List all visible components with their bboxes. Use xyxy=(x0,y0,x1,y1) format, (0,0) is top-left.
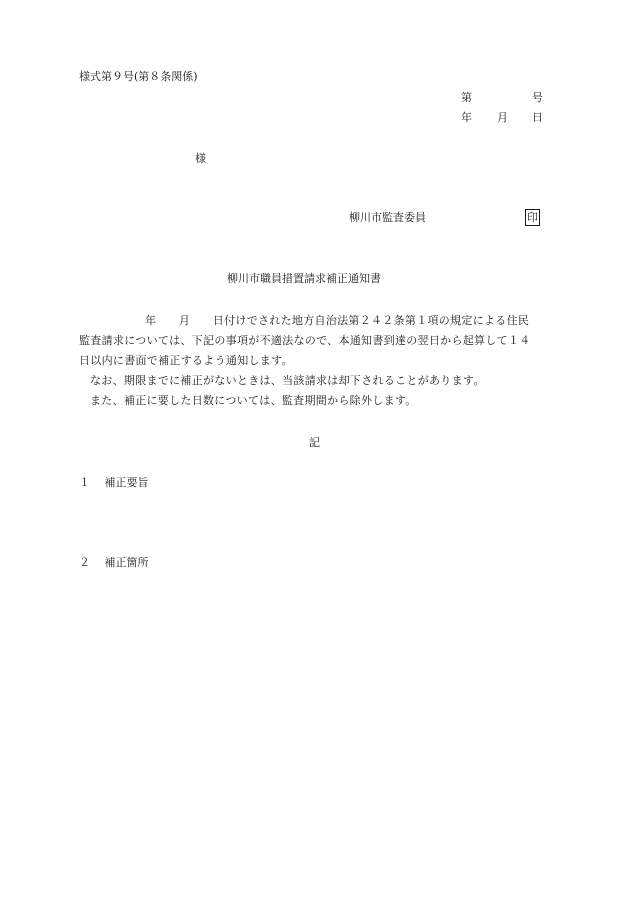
date-day-label: 日 xyxy=(532,111,543,124)
item-number: ２ xyxy=(79,556,90,569)
document-number-prefix: 第 xyxy=(461,91,472,104)
list-item xyxy=(79,556,149,570)
body-line: 年 月 日付けでされた地方自治法第２４２条第１項の規定による住民 xyxy=(145,314,530,327)
notice-body xyxy=(79,311,559,411)
date-month-label: 月 xyxy=(497,111,508,124)
item-number: １ xyxy=(79,476,90,489)
item-label: 補正要旨 xyxy=(104,476,149,489)
document-number-suffix: 号 xyxy=(532,91,543,104)
body-line: 監査請求については、下記の事項が不適法なので、本通知書到達の翌日から起算して１４ xyxy=(79,334,531,347)
date-year-label: 年 xyxy=(461,111,472,124)
item-label: 補正箇所 xyxy=(104,556,149,569)
ki-heading: 記 xyxy=(309,436,320,449)
form-identifier: 様式第９号(第８条関係) xyxy=(79,70,198,83)
body-line: また、補正に要した日数については、監査期間から除外します。 xyxy=(90,394,417,407)
addressee-honorific: 様 xyxy=(195,152,206,165)
body-line: なお、期限までに補正がないときは、当該請求は却下されることがあります。 xyxy=(90,374,485,387)
seal-mark: 印 xyxy=(527,211,538,224)
body-line: 日以内に書面で補正するよう通知します。 xyxy=(79,354,293,367)
list-item xyxy=(79,476,149,490)
sender-name: 柳川市監査委員 xyxy=(349,211,426,224)
document-title: 柳川市職員措置請求補正通知書 xyxy=(227,272,381,285)
